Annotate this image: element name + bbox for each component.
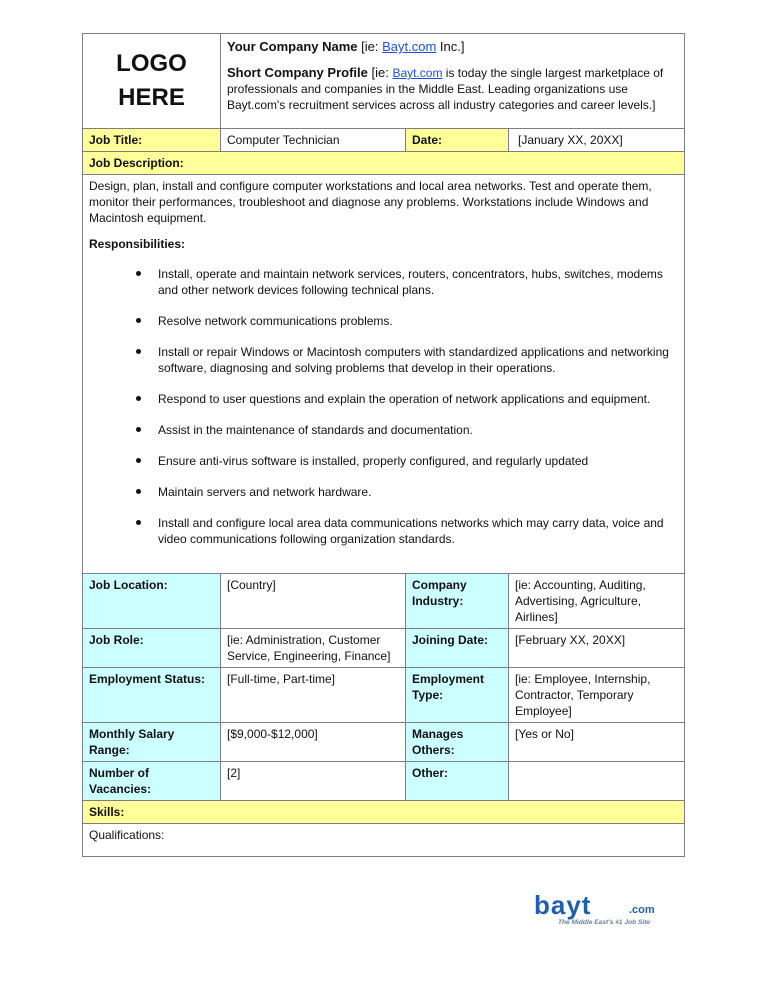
bayt-brand-suffix: .com [629,904,655,916]
table-row [83,574,685,629]
other-value[interactable] [509,762,685,801]
responsibilities-list [89,266,678,547]
joining-date-value[interactable]: [February XX, 20XX] [509,629,685,668]
job-role-label: Job Role: [83,629,221,668]
job-description-label: Job Description: [83,152,685,175]
date-value[interactable]: [January XX, 20XX] [509,129,685,152]
job-location-label: Job Location: [83,574,221,629]
skills-header-row [83,801,685,824]
company-name-label: Your Company Name [227,39,358,54]
date-label: Date: [406,129,509,152]
profile-pre: [ie: [367,65,393,80]
company-name-pre: [ie: [361,39,383,54]
job-title-row [83,129,685,152]
list-item: Respond to user questions and explain the operation of network applications and equipment. [158,391,678,407]
company-industry-value[interactable]: [ie: Accounting, Auditing, Advertising, Agriculture, Airlines] [509,574,685,629]
vacancies-value[interactable]: [2] [221,762,406,801]
bayt-tagline: The Middle East's #1 Job Site [558,919,651,926]
employment-type-label: Employment Type: [406,668,509,723]
job-description-body [83,175,685,574]
job-location-value[interactable]: [Country] [221,574,406,629]
company-info-cell [221,34,685,129]
company-profile [227,65,676,113]
list-item: Ensure anti-virus software is installed, properly configured, and regularly updated [158,453,678,469]
logo-line-2: HERE [118,84,185,111]
table-row [83,762,685,801]
skills-label: Skills: [83,801,685,824]
responsibilities-label: Responsibilities: [89,237,186,251]
list-item: Assist in the maintenance of standards and documentation. [158,422,678,438]
header-row [83,34,685,129]
salary-range-label: Monthly Salary Range: [83,723,221,762]
list-item: Maintain servers and network hardware. [158,484,678,500]
profile-link[interactable]: Bayt.com [392,66,443,80]
list-item: Install and configure local area data communications networks which may carry data, voice and video communications following organization standards. [158,515,678,547]
job-description-body-row [83,175,685,574]
job-role-value[interactable]: [ie: Administration, Customer Service, Engineering, Finance] [221,629,406,668]
job-title-value[interactable]: Computer Technician [221,129,406,152]
salary-range-value[interactable]: [$9,000-$12,000] [221,723,406,762]
company-name [227,39,676,55]
company-name-link[interactable]: Bayt.com [382,39,437,54]
logo-placeholder [83,34,221,129]
company-industry-label: Company Industry: [406,574,509,629]
manages-others-value[interactable]: [Yes or No] [509,723,685,762]
table-row [83,723,685,762]
vacancies-label: Number of Vacancies: [83,762,221,801]
bayt-logo [534,892,694,926]
bayt-brand-text: bayt [534,892,592,920]
list-item: Resolve network communications problems. [158,313,678,329]
manages-others-label: Manages Others: [406,723,509,762]
other-label: Other: [406,762,509,801]
qualifications-cell[interactable]: Qualifications: [83,824,685,857]
employment-status-label: Employment Status: [83,668,221,723]
profile-label: Short Company Profile [227,65,368,80]
job-description-form [82,33,685,857]
joining-date-label: Joining Date: [406,629,509,668]
company-name-post: Inc.] [436,39,465,54]
table-row [83,629,685,668]
job-description-header-row [83,152,685,175]
profile-text: is today the single largest marketplace of professionals and companies in the Middle East. Leading organizations use Bayt.com's recruitment services across all industry categories and career levels.] [227,66,664,112]
employment-type-value[interactable]: [ie: Employee, Internship, Contractor, Temporary Employee] [509,668,685,723]
qualifications-row [83,824,685,857]
job-description-text: Design, plan, install and configure computer workstations and local area networks. Test and operate them, monitor their performances, troubleshoot and diagnose any problems. Workstations include Windows and Macintosh equipment. [89,179,652,225]
list-item: Install or repair Windows or Macintosh computers with standardized applications and networking software, diagnosing and solving problems that develop in their operations. [158,344,678,376]
employment-status-value[interactable]: [Full-time, Part-time] [221,668,406,723]
list-item: Install, operate and maintain network services, routers, concentrators, hubs, switches, modems and other network devices following technical plans. [158,266,678,298]
table-row [83,668,685,723]
logo-line-1: LOGO [116,50,187,77]
job-title-label: Job Title: [83,129,221,152]
